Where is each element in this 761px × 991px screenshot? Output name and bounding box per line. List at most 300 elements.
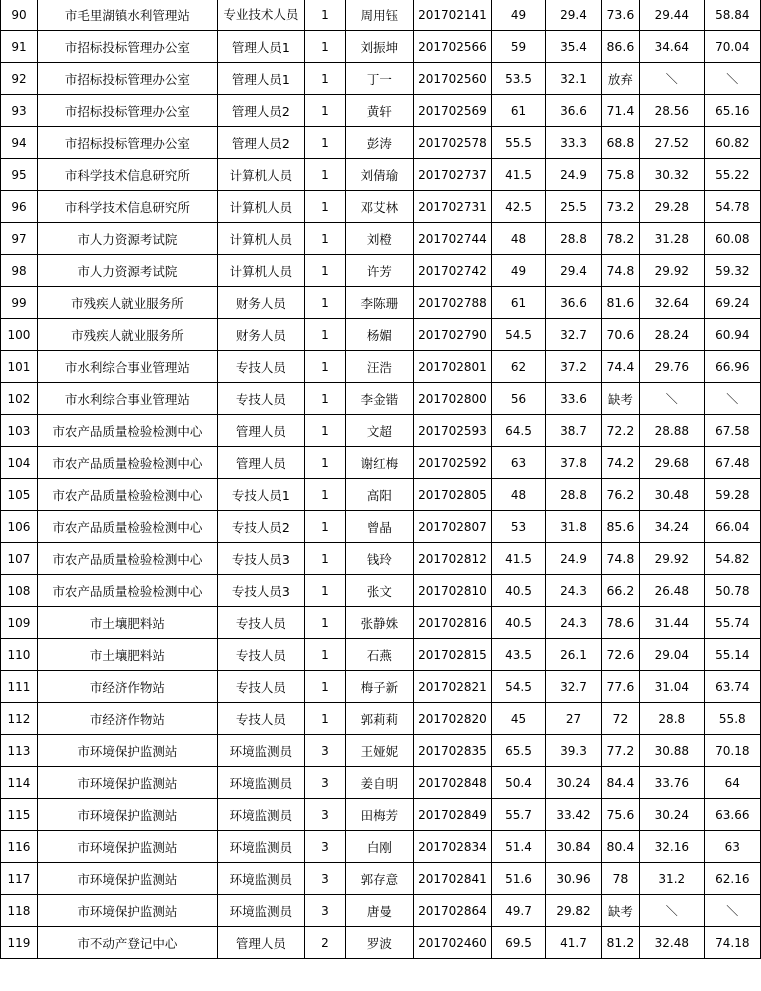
position-cell: 专技人员: [217, 671, 304, 703]
written-score-cell: 55.5: [491, 127, 545, 159]
table-row: [1, 735, 761, 767]
row-number-cell: 92: [1, 63, 38, 95]
interview-weighted-cell: 29.92: [640, 255, 705, 287]
written-score-cell: 53: [491, 511, 545, 543]
exam-id-cell: 201702566: [414, 31, 492, 63]
interview-weighted-cell: 30.24: [640, 799, 705, 831]
unit-name-cell: 市招标投标管理办公室: [37, 127, 217, 159]
interview-weighted-cell: 34.24: [640, 511, 705, 543]
position-cell: 环境监测员: [217, 863, 304, 895]
quota-cell: 1: [305, 671, 346, 703]
written-weighted-cell: 29.4: [546, 0, 602, 31]
candidate-name-cell: 曾晶: [345, 511, 413, 543]
interview-score-cell: 72.6: [601, 639, 639, 671]
written-weighted-cell: 37.2: [546, 351, 602, 383]
unit-name-cell: 市环境保护监测站: [37, 799, 217, 831]
unit-name-cell: 市农产品质量检验检测中心: [37, 415, 217, 447]
written-weighted-cell: 24.9: [546, 159, 602, 191]
written-weighted-cell: 39.3: [546, 735, 602, 767]
written-score-cell: 51.6: [491, 863, 545, 895]
exam-id-cell: 201702801: [414, 351, 492, 383]
interview-score-cell: 84.4: [601, 767, 639, 799]
quota-cell: 1: [305, 607, 346, 639]
interview-weighted-cell: 32.16: [640, 831, 705, 863]
interview-weighted-cell: ＼: [640, 63, 705, 95]
candidate-name-cell: 丁一: [345, 63, 413, 95]
interview-weighted-cell: 32.48: [640, 927, 705, 959]
written-weighted-cell: 33.6: [546, 383, 602, 415]
unit-name-cell: 市土壤肥料站: [37, 639, 217, 671]
exam-id-cell: 201702790: [414, 319, 492, 351]
total-score-cell: 55.22: [704, 159, 760, 191]
interview-score-cell: 78.2: [601, 223, 639, 255]
unit-name-cell: 市招标投标管理办公室: [37, 31, 217, 63]
exam-id-cell: 201702788: [414, 287, 492, 319]
interview-score-cell: 81.6: [601, 287, 639, 319]
total-score-cell: 70.18: [704, 735, 760, 767]
row-number-cell: 94: [1, 127, 38, 159]
interview-weighted-cell: 29.44: [640, 0, 705, 31]
interview-score-cell: 71.4: [601, 95, 639, 127]
unit-name-cell: 市环境保护监测站: [37, 735, 217, 767]
position-cell: 环境监测员: [217, 831, 304, 863]
interview-score-cell: 77.2: [601, 735, 639, 767]
row-number-cell: 112: [1, 703, 38, 735]
interview-score-cell: 68.8: [601, 127, 639, 159]
candidate-name-cell: 刘振坤: [345, 31, 413, 63]
total-score-cell: 58.84: [704, 0, 760, 31]
table-row: [1, 415, 761, 447]
total-score-cell: ＼: [704, 63, 760, 95]
interview-score-cell: 74.8: [601, 543, 639, 575]
unit-name-cell: 市残疾人就业服务所: [37, 287, 217, 319]
total-score-cell: 54.78: [704, 191, 760, 223]
quota-cell: 1: [305, 191, 346, 223]
interview-weighted-cell: 28.56: [640, 95, 705, 127]
written-weighted-cell: 30.84: [546, 831, 602, 863]
exam-id-cell: 201702592: [414, 447, 492, 479]
total-score-cell: 50.78: [704, 575, 760, 607]
candidate-name-cell: 刘橙: [345, 223, 413, 255]
exam-id-cell: 201702569: [414, 95, 492, 127]
unit-name-cell: 市农产品质量检验检测中心: [37, 575, 217, 607]
interview-weighted-cell: 30.88: [640, 735, 705, 767]
table-row: [1, 927, 761, 959]
table-row: [1, 127, 761, 159]
quota-cell: 1: [305, 319, 346, 351]
row-number-cell: 91: [1, 31, 38, 63]
interview-weighted-cell: 28.8: [640, 703, 705, 735]
table-row: [1, 703, 761, 735]
unit-name-cell: 市科学技术信息研究所: [37, 159, 217, 191]
table-row: [1, 607, 761, 639]
interview-score-cell: 缺考: [601, 383, 639, 415]
row-number-cell: 90: [1, 0, 38, 31]
unit-name-cell: 市土壤肥料站: [37, 607, 217, 639]
row-number-cell: 100: [1, 319, 38, 351]
interview-weighted-cell: 30.48: [640, 479, 705, 511]
interview-score-cell: 72: [601, 703, 639, 735]
unit-name-cell: 市环境保护监测站: [37, 767, 217, 799]
table-row: [1, 191, 761, 223]
exam-id-cell: 201702800: [414, 383, 492, 415]
row-number-cell: 110: [1, 639, 38, 671]
written-weighted-cell: 28.8: [546, 479, 602, 511]
row-number-cell: 111: [1, 671, 38, 703]
quota-cell: 3: [305, 799, 346, 831]
exam-id-cell: 201702737: [414, 159, 492, 191]
candidate-name-cell: 谢红梅: [345, 447, 413, 479]
unit-name-cell: 市农产品质量检验检测中心: [37, 511, 217, 543]
interview-weighted-cell: 29.04: [640, 639, 705, 671]
interview-weighted-cell: 29.28: [640, 191, 705, 223]
written-score-cell: 62: [491, 351, 545, 383]
quota-cell: 1: [305, 703, 346, 735]
quota-cell: 1: [305, 287, 346, 319]
total-score-cell: ＼: [704, 895, 760, 927]
written-score-cell: 69.5: [491, 927, 545, 959]
table-row: [1, 255, 761, 287]
row-number-cell: 119: [1, 927, 38, 959]
candidate-name-cell: 田梅芳: [345, 799, 413, 831]
interview-score-cell: 78.6: [601, 607, 639, 639]
interview-weighted-cell: 26.48: [640, 575, 705, 607]
interview-score-cell: 74.8: [601, 255, 639, 287]
interview-weighted-cell: 29.68: [640, 447, 705, 479]
written-score-cell: 61: [491, 95, 545, 127]
position-cell: 专业技术人员: [217, 0, 304, 31]
quota-cell: 1: [305, 575, 346, 607]
written-weighted-cell: 25.5: [546, 191, 602, 223]
total-score-cell: 70.04: [704, 31, 760, 63]
table-row: [1, 159, 761, 191]
row-number-cell: 114: [1, 767, 38, 799]
table-row: [1, 31, 761, 63]
position-cell: 管理人员1: [217, 31, 304, 63]
exam-id-cell: 201702864: [414, 895, 492, 927]
exam-id-cell: 201702821: [414, 671, 492, 703]
table-row: [1, 511, 761, 543]
written-weighted-cell: 27: [546, 703, 602, 735]
unit-name-cell: 市环境保护监测站: [37, 863, 217, 895]
table-body: [1, 0, 761, 959]
interview-score-cell: 76.2: [601, 479, 639, 511]
exam-id-cell: 201702812: [414, 543, 492, 575]
total-score-cell: 54.82: [704, 543, 760, 575]
written-score-cell: 61: [491, 287, 545, 319]
quota-cell: 1: [305, 447, 346, 479]
interview-weighted-cell: 28.24: [640, 319, 705, 351]
candidate-name-cell: 罗波: [345, 927, 413, 959]
row-number-cell: 109: [1, 607, 38, 639]
position-cell: 计算机人员: [217, 255, 304, 287]
total-score-cell: 67.48: [704, 447, 760, 479]
total-score-cell: 55.14: [704, 639, 760, 671]
written-score-cell: 49: [491, 0, 545, 31]
table-row: [1, 447, 761, 479]
interview-weighted-cell: 27.52: [640, 127, 705, 159]
candidate-name-cell: 许芳: [345, 255, 413, 287]
position-cell: 管理人员: [217, 927, 304, 959]
unit-name-cell: 市农产品质量检验检测中心: [37, 447, 217, 479]
quota-cell: 2: [305, 927, 346, 959]
total-score-cell: 55.74: [704, 607, 760, 639]
written-score-cell: 49.7: [491, 895, 545, 927]
written-weighted-cell: 24.3: [546, 607, 602, 639]
table-row: [1, 95, 761, 127]
written-score-cell: 50.4: [491, 767, 545, 799]
quota-cell: 1: [305, 415, 346, 447]
quota-cell: 3: [305, 895, 346, 927]
written-weighted-cell: 30.24: [546, 767, 602, 799]
interview-score-cell: 缺考: [601, 895, 639, 927]
row-number-cell: 105: [1, 479, 38, 511]
exam-id-cell: 201702849: [414, 799, 492, 831]
candidate-name-cell: 周用钰: [345, 0, 413, 31]
position-cell: 管理人员1: [217, 63, 304, 95]
quota-cell: 1: [305, 351, 346, 383]
interview-weighted-cell: 32.64: [640, 287, 705, 319]
row-number-cell: 107: [1, 543, 38, 575]
written-weighted-cell: 28.8: [546, 223, 602, 255]
written-score-cell: 59: [491, 31, 545, 63]
written-weighted-cell: 35.4: [546, 31, 602, 63]
quota-cell: 1: [305, 511, 346, 543]
interview-weighted-cell: ＼: [640, 383, 705, 415]
quota-cell: 1: [305, 479, 346, 511]
written-weighted-cell: 32.7: [546, 319, 602, 351]
written-score-cell: 54.5: [491, 319, 545, 351]
position-cell: 财务人员: [217, 287, 304, 319]
quota-cell: 1: [305, 383, 346, 415]
total-score-cell: 64: [704, 767, 760, 799]
candidate-name-cell: 姜自明: [345, 767, 413, 799]
table-row: [1, 63, 761, 95]
written-score-cell: 40.5: [491, 575, 545, 607]
exam-id-cell: 201702578: [414, 127, 492, 159]
exam-id-cell: 201702834: [414, 831, 492, 863]
total-score-cell: 60.82: [704, 127, 760, 159]
exam-id-cell: 201702841: [414, 863, 492, 895]
written-score-cell: 64.5: [491, 415, 545, 447]
written-score-cell: 51.4: [491, 831, 545, 863]
position-cell: 管理人员2: [217, 95, 304, 127]
exam-id-cell: 201702820: [414, 703, 492, 735]
unit-name-cell: 市残疾人就业服务所: [37, 319, 217, 351]
exam-id-cell: 201702141: [414, 0, 492, 31]
written-weighted-cell: 24.3: [546, 575, 602, 607]
total-score-cell: 67.58: [704, 415, 760, 447]
row-number-cell: 116: [1, 831, 38, 863]
interview-score-cell: 70.6: [601, 319, 639, 351]
row-number-cell: 118: [1, 895, 38, 927]
total-score-cell: 69.24: [704, 287, 760, 319]
position-cell: 财务人员: [217, 319, 304, 351]
exam-id-cell: 201702805: [414, 479, 492, 511]
row-number-cell: 96: [1, 191, 38, 223]
row-number-cell: 102: [1, 383, 38, 415]
interview-score-cell: 81.2: [601, 927, 639, 959]
unit-name-cell: 市水利综合事业管理站: [37, 351, 217, 383]
written-score-cell: 42.5: [491, 191, 545, 223]
written-score-cell: 56: [491, 383, 545, 415]
exam-id-cell: 201702593: [414, 415, 492, 447]
interview-score-cell: 80.4: [601, 831, 639, 863]
quota-cell: 3: [305, 863, 346, 895]
written-score-cell: 48: [491, 479, 545, 511]
candidate-name-cell: 杨媚: [345, 319, 413, 351]
written-score-cell: 53.5: [491, 63, 545, 95]
interview-weighted-cell: 31.44: [640, 607, 705, 639]
position-cell: 环境监测员: [217, 767, 304, 799]
quota-cell: 1: [305, 159, 346, 191]
position-cell: 环境监测员: [217, 895, 304, 927]
row-number-cell: 106: [1, 511, 38, 543]
candidate-name-cell: 彭涛: [345, 127, 413, 159]
exam-id-cell: 201702816: [414, 607, 492, 639]
interview-weighted-cell: 34.64: [640, 31, 705, 63]
quota-cell: 1: [305, 255, 346, 287]
written-score-cell: 41.5: [491, 543, 545, 575]
position-cell: 专技人员: [217, 639, 304, 671]
quota-cell: 1: [305, 63, 346, 95]
quota-cell: 3: [305, 831, 346, 863]
row-number-cell: 99: [1, 287, 38, 319]
total-score-cell: 63.66: [704, 799, 760, 831]
candidate-name-cell: 张文: [345, 575, 413, 607]
interview-score-cell: 73.2: [601, 191, 639, 223]
position-cell: 专技人员3: [217, 575, 304, 607]
written-score-cell: 41.5: [491, 159, 545, 191]
interview-weighted-cell: 28.88: [640, 415, 705, 447]
unit-name-cell: 市毛里湖镇水利管理站: [37, 0, 217, 31]
row-number-cell: 98: [1, 255, 38, 287]
unit-name-cell: 市人力资源考试院: [37, 255, 217, 287]
written-score-cell: 55.7: [491, 799, 545, 831]
row-number-cell: 103: [1, 415, 38, 447]
table-row: [1, 639, 761, 671]
total-score-cell: ＼: [704, 383, 760, 415]
candidate-name-cell: 文超: [345, 415, 413, 447]
written-weighted-cell: 30.96: [546, 863, 602, 895]
table-row: [1, 0, 761, 31]
candidate-name-cell: 汪浩: [345, 351, 413, 383]
interview-score-cell: 放弃: [601, 63, 639, 95]
total-score-cell: 60.94: [704, 319, 760, 351]
row-number-cell: 104: [1, 447, 38, 479]
written-weighted-cell: 36.6: [546, 95, 602, 127]
total-score-cell: 60.08: [704, 223, 760, 255]
exam-id-cell: 201702815: [414, 639, 492, 671]
interview-score-cell: 75.6: [601, 799, 639, 831]
exam-id-cell: 201702460: [414, 927, 492, 959]
total-score-cell: 62.16: [704, 863, 760, 895]
written-weighted-cell: 26.1: [546, 639, 602, 671]
written-score-cell: 43.5: [491, 639, 545, 671]
written-score-cell: 65.5: [491, 735, 545, 767]
unit-name-cell: 市招标投标管理办公室: [37, 95, 217, 127]
candidate-name-cell: 郭莉莉: [345, 703, 413, 735]
exam-id-cell: 201702835: [414, 735, 492, 767]
interview-weighted-cell: 31.28: [640, 223, 705, 255]
position-cell: 专技人员1: [217, 479, 304, 511]
table-row: [1, 287, 761, 319]
quota-cell: 1: [305, 0, 346, 31]
candidate-name-cell: 梅子新: [345, 671, 413, 703]
table-row: [1, 799, 761, 831]
position-cell: 计算机人员: [217, 159, 304, 191]
written-weighted-cell: 36.6: [546, 287, 602, 319]
written-score-cell: 54.5: [491, 671, 545, 703]
quota-cell: 3: [305, 735, 346, 767]
interview-score-cell: 73.6: [601, 0, 639, 31]
candidate-name-cell: 刘倩瑜: [345, 159, 413, 191]
unit-name-cell: 市经济作物站: [37, 703, 217, 735]
position-cell: 管理人员: [217, 415, 304, 447]
written-weighted-cell: 24.9: [546, 543, 602, 575]
table-row: [1, 543, 761, 575]
quota-cell: 1: [305, 639, 346, 671]
interview-weighted-cell: 30.32: [640, 159, 705, 191]
position-cell: 专技人员3: [217, 543, 304, 575]
candidate-name-cell: 石燕: [345, 639, 413, 671]
written-score-cell: 63: [491, 447, 545, 479]
unit-name-cell: 市环境保护监测站: [37, 895, 217, 927]
position-cell: 计算机人员: [217, 191, 304, 223]
written-weighted-cell: 33.3: [546, 127, 602, 159]
row-number-cell: 117: [1, 863, 38, 895]
interview-score-cell: 74.4: [601, 351, 639, 383]
interview-score-cell: 74.2: [601, 447, 639, 479]
table-row: [1, 223, 761, 255]
interview-score-cell: 77.6: [601, 671, 639, 703]
unit-name-cell: 市人力资源考试院: [37, 223, 217, 255]
exam-id-cell: 201702731: [414, 191, 492, 223]
candidate-name-cell: 郭存意: [345, 863, 413, 895]
total-score-cell: 65.16: [704, 95, 760, 127]
candidate-name-cell: 白刚: [345, 831, 413, 863]
quota-cell: 3: [305, 767, 346, 799]
position-cell: 管理人员2: [217, 127, 304, 159]
table-row: [1, 319, 761, 351]
unit-name-cell: 市不动产登记中心: [37, 927, 217, 959]
unit-name-cell: 市科学技术信息研究所: [37, 191, 217, 223]
row-number-cell: 95: [1, 159, 38, 191]
interview-weighted-cell: ＼: [640, 895, 705, 927]
candidate-name-cell: 黄轩: [345, 95, 413, 127]
unit-name-cell: 市农产品质量检验检测中心: [37, 543, 217, 575]
written-score-cell: 40.5: [491, 607, 545, 639]
table-row: [1, 895, 761, 927]
unit-name-cell: 市水利综合事业管理站: [37, 383, 217, 415]
position-cell: 管理人员: [217, 447, 304, 479]
table-row: [1, 671, 761, 703]
total-score-cell: 59.32: [704, 255, 760, 287]
total-score-cell: 63.74: [704, 671, 760, 703]
quota-cell: 1: [305, 127, 346, 159]
position-cell: 专技人员: [217, 607, 304, 639]
row-number-cell: 115: [1, 799, 38, 831]
candidate-name-cell: 王娅妮: [345, 735, 413, 767]
written-weighted-cell: 33.42: [546, 799, 602, 831]
interview-weighted-cell: 31.04: [640, 671, 705, 703]
total-score-cell: 74.18: [704, 927, 760, 959]
exam-id-cell: 201702848: [414, 767, 492, 799]
total-score-cell: 63: [704, 831, 760, 863]
table-row: [1, 831, 761, 863]
table-row: [1, 383, 761, 415]
written-weighted-cell: 32.1: [546, 63, 602, 95]
